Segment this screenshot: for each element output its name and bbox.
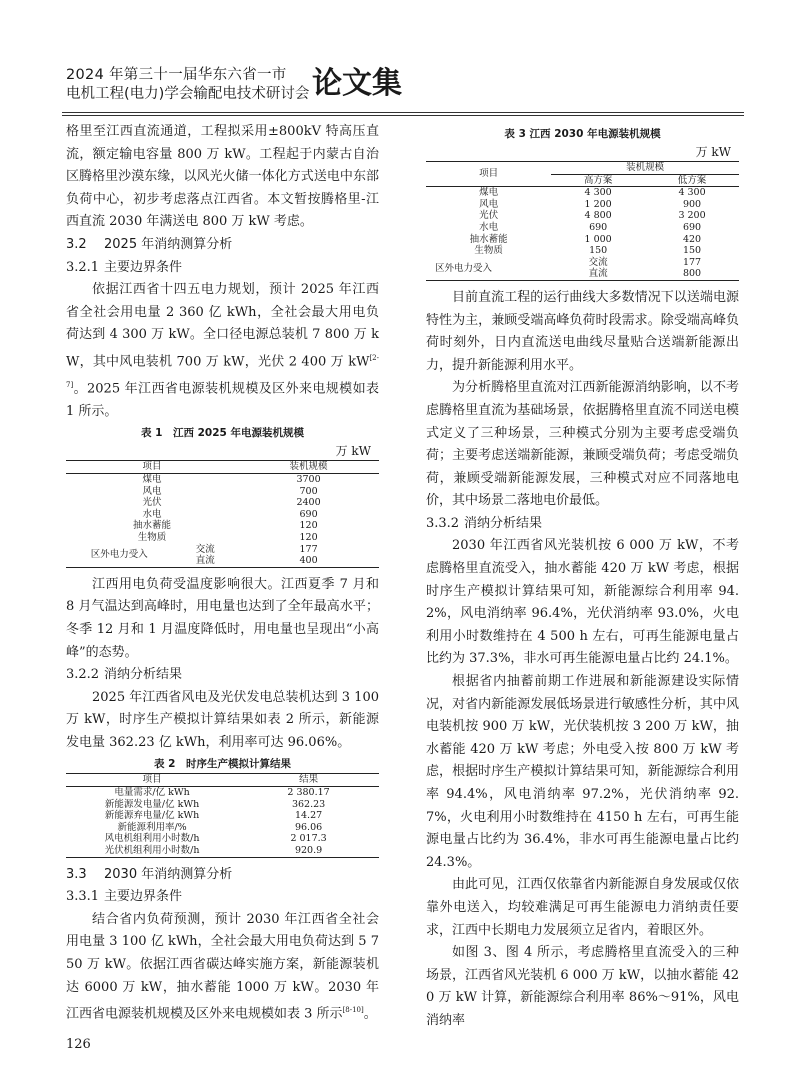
paragraph: 2025 年江西省风电及光伏发电总装机达到 3 100 万 kW，时序生产模拟计算结果如表 2 所示，新能源发电量 362.23 亿 kWh，利用率可达 96.06%。 xyxy=(66,689,379,750)
paragraph: 由此可见，江西仅依靠省内新能源自身发展或仅依靠外电送入，均较难满足可再生能源电力消纳责任要求，江西中长期电力发展须立足省内，着眼区外。 xyxy=(426,877,739,938)
table-row: 新能源利用率/% 96.06 xyxy=(117,821,323,833)
page-number: 126 xyxy=(66,1037,91,1052)
table-row: 风电 1 200 900 xyxy=(479,198,702,210)
table-3-unit: 万 kW xyxy=(695,145,731,159)
table-2 xyxy=(66,773,379,857)
table-header-cell: 低方案 xyxy=(645,174,739,187)
paragraph: 为分析腾格里直流对江西新能源消纳影响，以不考虑腾格里直流为基础场景，依据腾格里直流不同送电模式定义了三种场景，三种模式分别为主要考虑受端负荷；主要考虑送端新能源，兼顾受端负荷；考虑受端负荷，兼顾受端新能源发展，三种模式对应不同落地电价，其中场景二落地电价最低。 xyxy=(426,380,739,509)
table-row: 生物质 120 xyxy=(137,531,318,543)
citation: [2-7] xyxy=(66,353,379,389)
table-row: 直流 800 xyxy=(588,268,702,280)
table-row: 新能源发电量/亿 kWh 362.23 xyxy=(104,798,326,810)
table-1-unit: 万 kW xyxy=(335,444,371,459)
table-3 xyxy=(426,161,739,281)
table-row: 生物质 150 150 xyxy=(474,245,702,257)
header-line-1: 2024 年第三十一届华东六省一市 xyxy=(66,67,287,83)
citation: [8-10] xyxy=(342,1006,364,1015)
paragraph: 江西用电负荷受温度影响很大。江西夏季 7 月和 8 月气温达到高峰时，用电量也达到了全年最高水平；冬季 12 月和 1 月温度降低时，用电量也呈现出“小高峰”的态势。 xyxy=(66,576,379,660)
paragraph: 如图 3、图 4 所示，考虑腾格里直流受入的三种场景，江西省风光装机 6 000 万 kW，以抽水蓄能 420 万 kW 计算，新能源综合利用率 86%～91%，风电消纳率 xyxy=(426,945,739,1028)
header-brand: 论文集 xyxy=(312,66,402,101)
table-row: 煤电 3700 xyxy=(142,473,321,485)
section-heading-3-3: 3.3 2030 年消纳测算分析 xyxy=(66,866,233,882)
table-row: 光伏 2400 xyxy=(142,497,321,509)
table-3-caption: 表 3 江西 2030 年电源装机规模 xyxy=(504,128,661,140)
paragraph: 根据省内抽蓄前期工作进展和新能源建设实际情况，对省内新能源发展低场景进行敏感性分析，其中风电装机按 900 万 kW，光伏装机按 3 200 万 kW，抽水蓄能 420 万 kW 考虑；外电受入按 800 万 kW 考虑，根据时序生产模拟计算结果可知，新能源综合利用率 94.4%，风电消纳率 97.2%，光伏消纳率 92.7%，火电利用小时数维持在 4150 h 左右，可再生能源电量占比约为 36.4%，非水可再生能源电量占比约 24.3%。 xyxy=(426,674,739,870)
table-row: 风电 700 xyxy=(142,485,318,497)
table-header-cell: 项目 xyxy=(66,461,238,474)
right-column xyxy=(426,124,739,1033)
table-header-cell: 高方案 xyxy=(551,174,645,187)
table-header-cell: 装机规模 xyxy=(551,162,739,175)
table-row: 抽水蓄能 120 xyxy=(133,520,318,532)
section-heading-3-2-1: 3.2.1 主要边界条件 xyxy=(66,259,183,275)
table-header-cell: 项目 xyxy=(66,774,238,787)
table-header-cell: 结果 xyxy=(238,774,379,787)
table-row: 风电机组利用小时数/h 2 017.3 xyxy=(104,833,327,845)
section-heading-3-3-2: 3.3.2 消纳分析结果 xyxy=(426,515,543,531)
paragraph: 结合省内负荷预测，预计 2030 年江西省全社会用电量 3 100 亿 kWh，全社会最大用电负荷达到 5 750 万 kW。依据江西省碳达峰实施方案，新能源装机达 6000 万 kW，抽水蓄能 1000 万 kW。2030 年江西省电源装机规模及区外来电规模如表 3 所示[8-10]。 xyxy=(66,911,379,1022)
table-header-cell: 项目 xyxy=(426,162,551,187)
table-row: 水电 690 xyxy=(142,508,318,520)
table-row: 光伏机组利用小时数/h 920.9 xyxy=(104,845,323,857)
running-header xyxy=(66,62,746,110)
table-row: 区外电力受入 交流 177 xyxy=(90,543,318,561)
paragraph: 依据江西省十四五电力规划，预计 2025 年江西省全社会用电量 2 360 亿 kWh，全社会最大用电负荷达到 4 300 万 kW。全口径电源总装机 7 800 万 kW，其中风电装机 700 万 kW，光伏 2 400 万 kW[2-7]。2025 年江西省电源装机规模及区外来电规模如表 1 所示。 xyxy=(66,282,379,419)
left-column xyxy=(66,121,379,1026)
header-rule-bottom xyxy=(62,115,744,116)
table-row: 新能源弃电量/亿 kWh 14.27 xyxy=(104,810,323,822)
table-1 xyxy=(66,460,379,567)
table-row: 区外电力受入 交流 177 xyxy=(435,256,702,274)
paragraph: 2030 年江西省风光装机按 6 000 万 kW，不考虑腾格里直流受入，抽水蓄能 420 万 kW 考虑，根据时序生产模拟计算结果可知，新能源综合利用率 94.2%，风电消纳率 96.4%，光伏消纳率 93.0%，火电利用小时数维持在 4 500 h 左右，可再生能源电量占比约为 37.3%，非水可再生能源电量占比约 24.1%。 xyxy=(426,538,739,667)
table-row: 电量需求/亿 kWh 2 380.17 xyxy=(114,787,330,799)
section-heading-3-2: 3.2 2025 年消纳测算分析 xyxy=(66,236,233,252)
table-row: 抽水蓄能 1 000 420 xyxy=(469,233,702,245)
table-row: 煤电 4 300 4 300 xyxy=(479,187,706,199)
section-heading-3-2-2: 3.2.2 消纳分析结果 xyxy=(66,667,183,683)
table-row: 直流 400 xyxy=(195,555,318,567)
header-line-2: 电机工程(电力)学会输配电技术研讨会 xyxy=(66,86,310,102)
table-row: 光伏 4 800 3 200 xyxy=(479,210,706,222)
header-rule-top xyxy=(62,112,744,113)
section-heading-3-3-1: 3.3.1 主要边界条件 xyxy=(66,889,183,905)
table-2-caption: 表 2 时序生产模拟计算结果 xyxy=(154,758,291,771)
paragraph: 格里至江西直流通道，工程拟采用±800kV 特高压直流，额定输电容量 800 万 kW。工程起于内蒙古自治区腾格里沙漠东缘，以风光火储一体化方式送电中东部负荷中心，初步考虑落点江西省。本文暂按腾格里-江西直流 2030 年满送电 800 万 kW 考虑。 xyxy=(66,124,379,230)
table-1-caption: 表 1 江西 2025 年电源装机规模 xyxy=(141,427,304,440)
table-header-cell: 装机规模 xyxy=(238,461,379,474)
table-row: 水电 690 690 xyxy=(479,221,702,233)
paragraph: 目前直流工程的运行曲线大多数情况下以送端电源特性为主，兼顾受端高峰负荷时段需求。除受端高峰负荷时刻外，日内直流送电曲线尽量贴合送端新能源出力，提升新能源利用水平。 xyxy=(426,289,739,373)
